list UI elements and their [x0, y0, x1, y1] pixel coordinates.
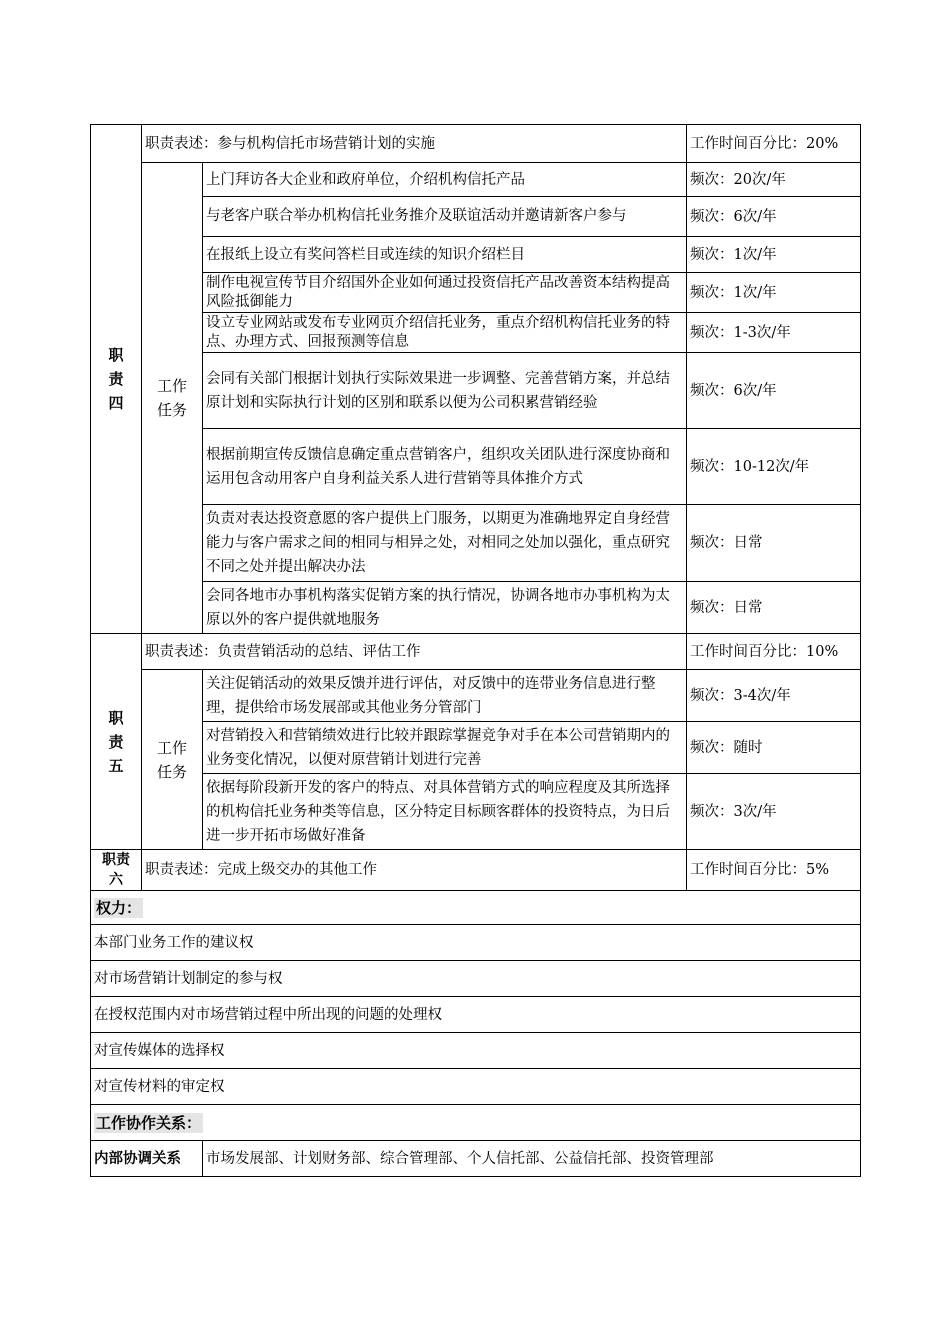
- task-frequency: 频次：1-3次/年: [687, 313, 861, 353]
- task-text: 与老客户联合举办机构信托业务推介及联谊活动并邀请新客户参与: [203, 197, 687, 237]
- task-frequency: 频次：20次/年: [687, 163, 861, 197]
- relations-header: [91, 1105, 861, 1141]
- powers-header: [91, 891, 861, 925]
- task-text: 会同有关部门根据计划执行实际效果进一步调整、完善营销方案，并总结原计划和实际执行计划的区别和联系以便为公司积累营销经验: [203, 353, 687, 429]
- task-text: 负责对表达投资意愿的客户提供上门服务，以期更为准确地界定自身经营能力与客户需求之间的相同与相异之处，对相同之处加以强化，重点研究不同之处并提出解决办法: [203, 505, 687, 582]
- duty4-label: 职 责 四: [91, 125, 142, 634]
- power-item: 对市场营销计划制定的参与权: [91, 961, 861, 997]
- task-text: 会同各地市办事机构落实促销方案的执行情况，协调各地市办事机构为太原以外的客户提供就地服务: [203, 582, 687, 634]
- power-item: 在授权范围内对市场营销过程中所出现的问题的处理权: [91, 997, 861, 1033]
- task-text: 在报纸上设立有奖问答栏目或连续的知识介绍栏目: [203, 237, 687, 273]
- task-frequency: 频次：6次/年: [687, 197, 861, 237]
- task-text: 依据每阶段新开发的客户的特点、对具体营销方式的响应程度及其所选择的机构信托业务种类等信息，区分特定目标顾客群体的投资特点，为日后进一步开拓市场做好准备: [203, 774, 687, 850]
- task-frequency: 频次：1次/年: [687, 237, 861, 273]
- task-text: 制作电视宣传节目介绍国外企业如何通过投资信托产品改善资本结构提高风险抵御能力: [203, 273, 687, 313]
- duty6-statement: 职责表述：完成上级交办的其他工作: [142, 850, 687, 891]
- duty5-time-percentage: 工作时间百分比：10%: [687, 634, 861, 670]
- duty4-time-percentage: 工作时间百分比：20%: [687, 125, 861, 163]
- duty5-tasks-label: 工作 任务: [142, 670, 203, 850]
- duty4-tasks-label: 工作 任务: [142, 163, 203, 634]
- duty6-label: 职责 六: [91, 850, 142, 891]
- task-frequency: 频次：6次/年: [687, 353, 861, 429]
- relations-header-label: 工作协作关系：: [96, 1113, 202, 1132]
- internal-relations-value: 市场发展部、计划财务部、综合管理部、个人信托部、公益信托部、投资管理部: [203, 1141, 861, 1177]
- task-frequency: 频次：3-4次/年: [687, 670, 861, 722]
- task-frequency: 频次：日常: [687, 505, 861, 582]
- power-item: 对宣传材料的审定权: [91, 1069, 861, 1105]
- task-frequency: 频次：随时: [687, 722, 861, 774]
- duty6-time-percentage: 工作时间百分比：5%: [687, 850, 861, 891]
- task-frequency: 频次：3次/年: [687, 774, 861, 850]
- duty5-statement: 职责表述：负责营销活动的总结、评估工作: [142, 634, 687, 670]
- duty4-statement: 职责表述：参与机构信托市场营销计划的实施: [142, 125, 687, 163]
- job-description-table: [90, 124, 861, 1177]
- task-frequency: 频次：日常: [687, 582, 861, 634]
- internal-relations-label: 内部协调关系: [91, 1141, 203, 1177]
- task-text: 对营销投入和营销绩效进行比较并跟踪掌握竞争对手在本公司营销期内的业务变化情况，以便对原营销计划进行完善: [203, 722, 687, 774]
- power-item: 对宣传媒体的选择权: [91, 1033, 861, 1069]
- powers-header-label: 权力：: [96, 898, 142, 917]
- duty5-label: 职 责 五: [91, 634, 142, 850]
- task-text: 根据前期宣传反馈信息确定重点营销客户，组织攻关团队进行深度协商和运用包含动用客户自身利益关系人进行营销等具体推介方式: [203, 429, 687, 505]
- power-item: 本部门业务工作的建议权: [91, 925, 861, 961]
- task-text: 上门拜访各大企业和政府单位，介绍机构信托产品: [203, 163, 687, 197]
- task-frequency: 频次：1次/年: [687, 273, 861, 313]
- task-text: 设立专业网站或发布专业网页介绍信托业务，重点介绍机构信托业务的特点、办理方式、回报预测等信息: [203, 313, 687, 353]
- task-frequency: 频次：10-12次/年: [687, 429, 861, 505]
- task-text: 关注促销活动的效果反馈并进行评估，对反馈中的连带业务信息进行整理，提供给市场发展部或其他业务分管部门: [203, 670, 687, 722]
